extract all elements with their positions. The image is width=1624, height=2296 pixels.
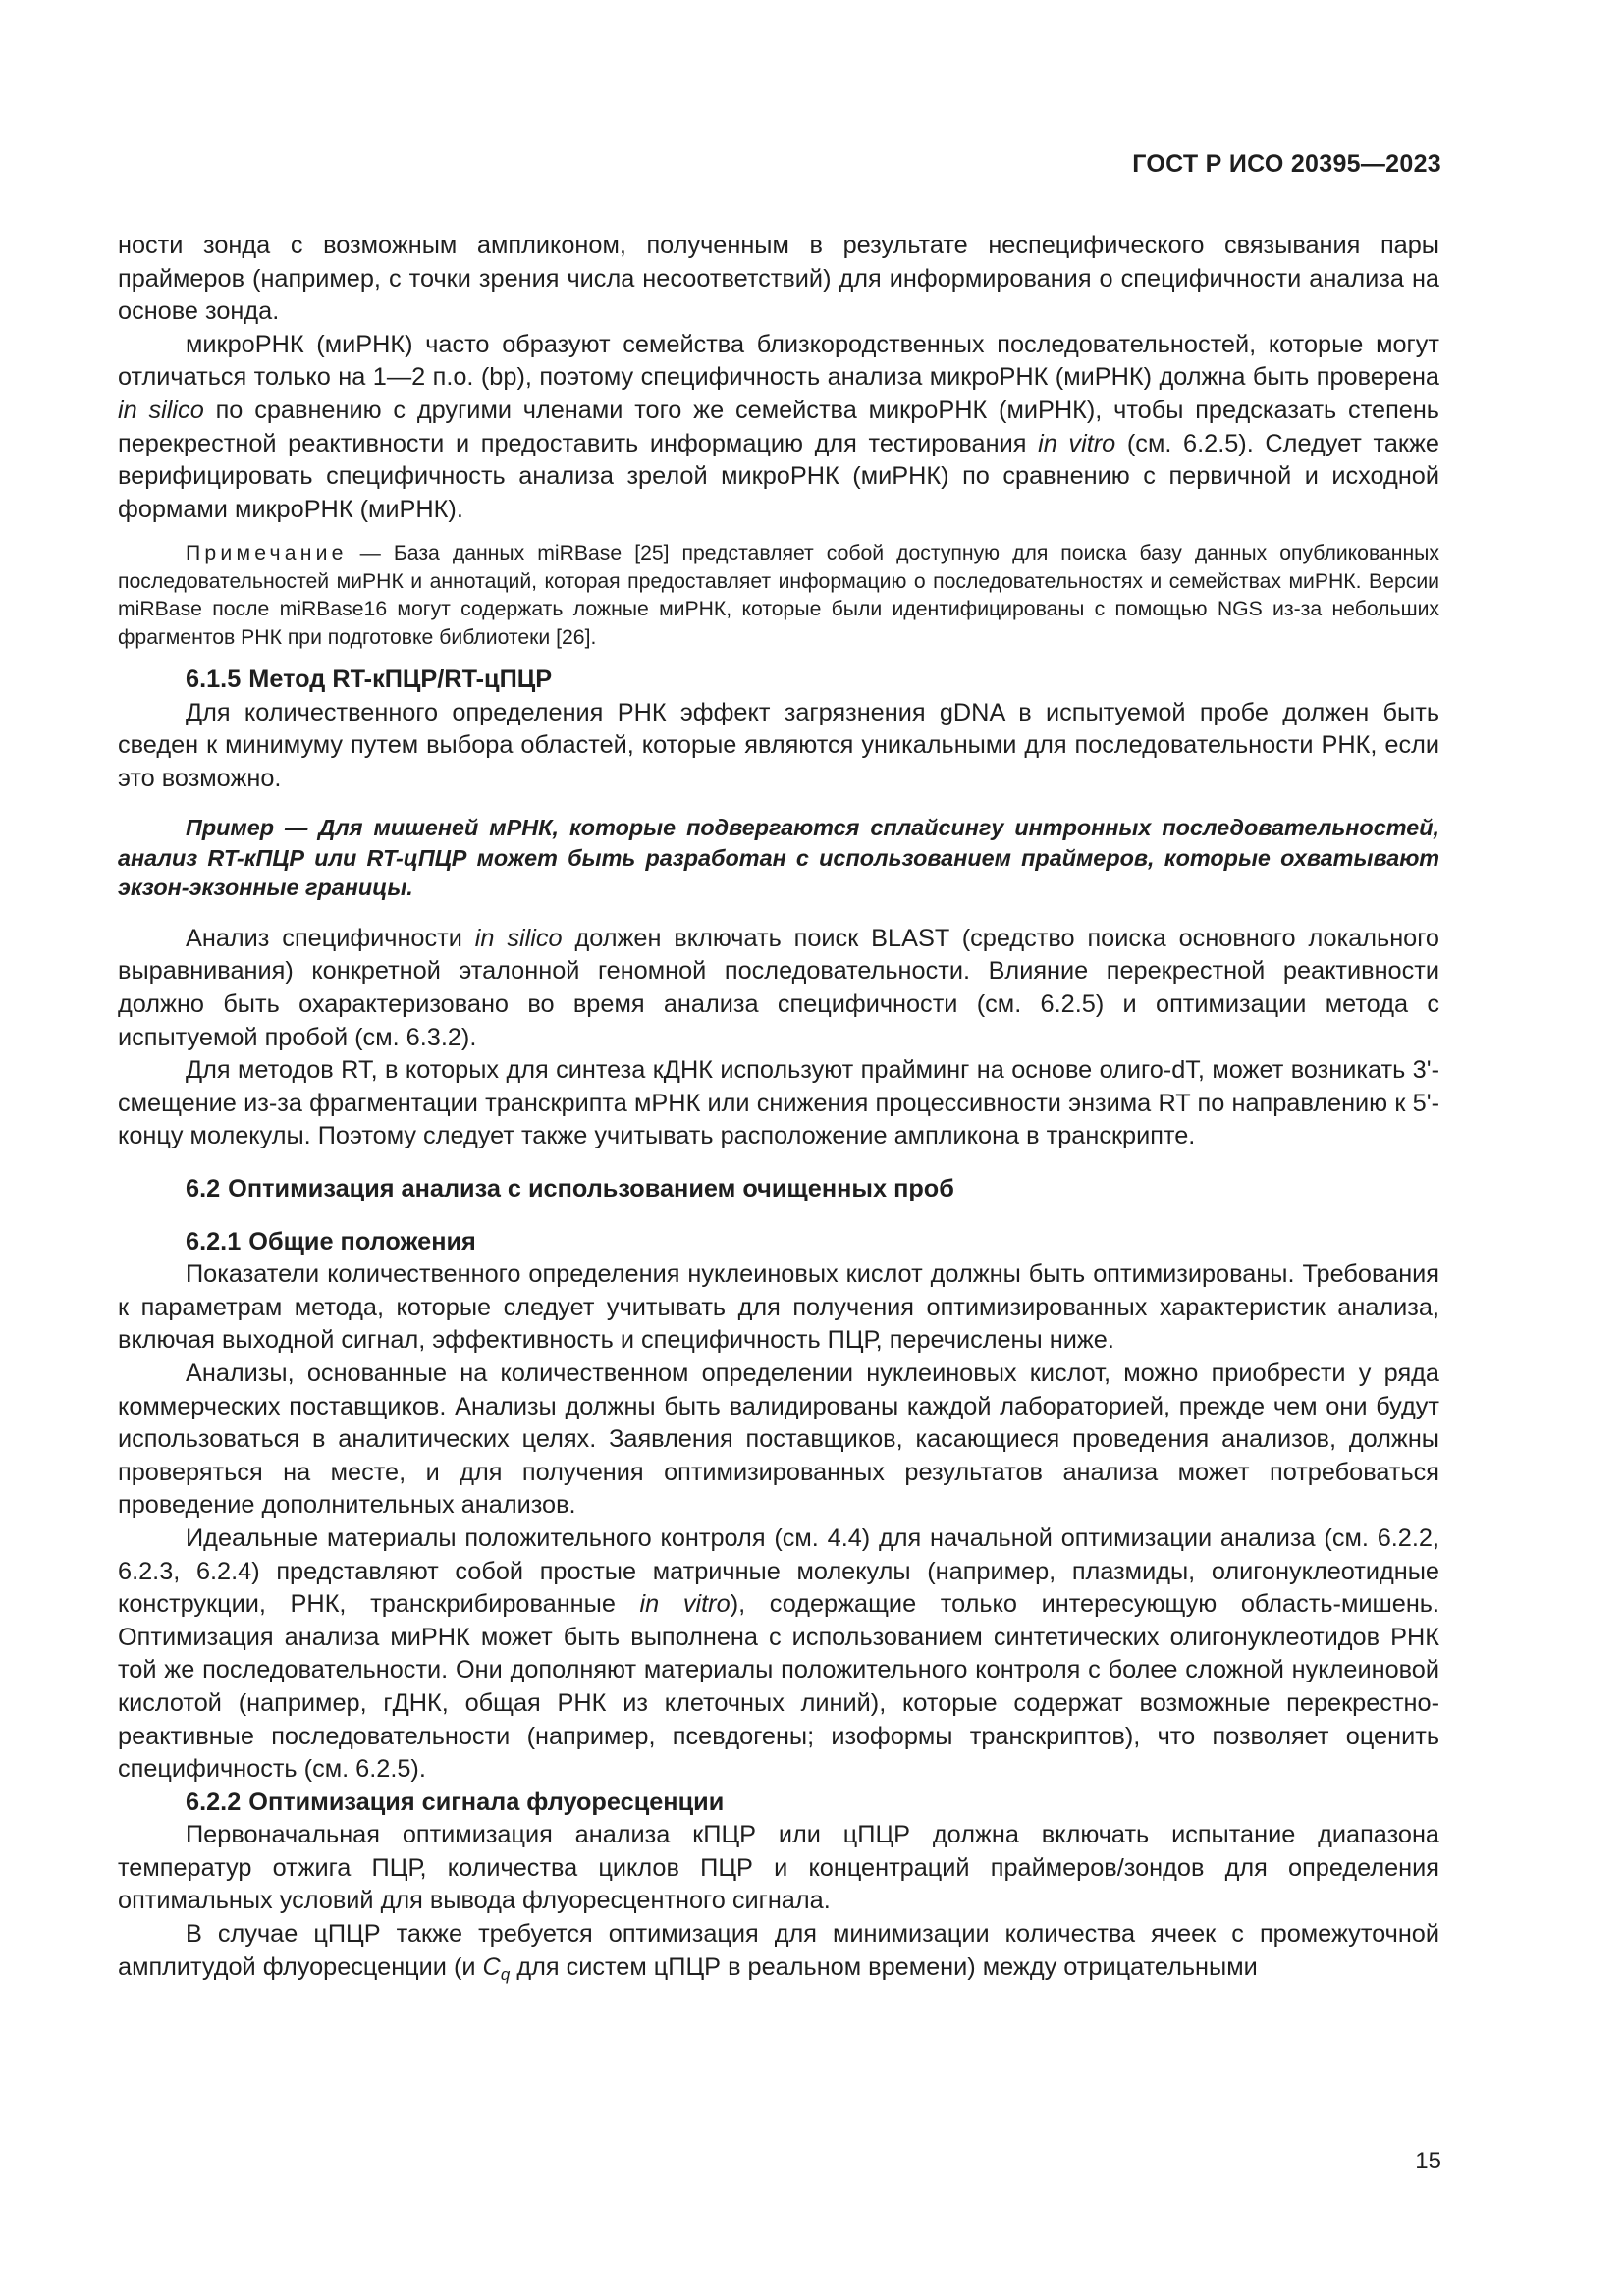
paragraph-gdna: Для количественного определения РНК эффект загрязнения gDNA в испытуемой пробе должен быть сведен к минимуму путем выбора областей, которые являются уникальными для последовательности РНК, если это возможно. <box>118 698 1439 792</box>
section-heading-6-2-1: 6.2.1 Общие положения <box>186 1227 476 1255</box>
page-body <box>118 230 1439 1984</box>
note-label: Примечание <box>186 542 348 565</box>
paragraph-blast: Анализ специфичности in silico должен включать поиск BLAST (средство поиска основного локального выравнивания) конкретной эталонной геномной последовательности. Влияние перекрестной реактивности должно быть охарактеризовано во время анализа специфичности (см. 6.2.5) и оптимизации метода с испытуемой пробой (см. 6.3.2). <box>118 924 1439 1051</box>
section-heading-6-2-2: 6.2.2 Оптимизация сигнала флуоресценции <box>186 1788 725 1816</box>
paragraph-commercial: Анализы, основанные на количественном определении нуклеиновых кислот, можно приобрести у ряда коммерческих поставщиков. Анализы должны быть валидированы каждой лабораторией, прежде чем они будут использоваться в аналитических целях. Заявления поставщиков, касающиеся проведения анализов, должны проверяться на месте, и для получения оптимизированных результатов анализа может потребоваться проведение дополнительных анализов. <box>118 1359 1439 1520</box>
paragraph-continuation: ности зонда с возможным ампликоном, полученным в результате неспецифического связывания пары праймеров (например, с точки зрения числа несоответствий) для информирования о специфичности анализа на основе зонда. <box>118 232 1439 326</box>
note-mirbase: Примечание — База данных miRBase [25] представляет собой доступную для поиска базу данных опубликованных последовательностей миРНК и аннотаций, которая предоставляет информацию о последовательностях и семействах миРНК. Версии miRBase после miRBase16 могут содержать ложные миРНК, которые были идентифицированы с помощью NGS из-за небольших фрагментов РНК при подготовке библиотеки [26]. <box>118 542 1439 649</box>
section-heading-6-2: 6.2 Оптимизация анализа с использованием очищенных проб <box>186 1175 954 1202</box>
paragraph-positive-control: Идеальные материалы положительного контроля (см. 4.4) для начальной оптимизации анализа (см. 6.2.2, 6.2.3, 6.2.4) представляют собой простые матричные молекулы (например, плазмиды, олигонуклеотидные конструкции, РНК, транскрибированные in vitro), содержащие только интересующую область-мишень. Оптимизация анализа миРНК может быть выполнена с использованием синтетических олигонуклеотидов РНК той же последовательности. Они дополняют материалы положительного контроля с более сложной нуклеиновой кислотой (например, гДНК, общая РНК из клеточных линий), которые содержат возможные перекрестно-реактивные последовательности (например, псевдогены; изоформы транскриптов), что позволяет оценить специфичность (см. 6.2.5). <box>118 1523 1440 1784</box>
page-number: 15 <box>1415 2148 1441 2174</box>
paragraph-oligo-dt: Для методов RT, в которых для синтеза кДНК используют прайминг на основе олиго-dT, может возникать 3'-смещение из-за фрагментации транскрипта мРНК или снижения процессивности энзима RT по направлению к 5'-концу молекулы. Поэтому следует также учитывать расположение ампликона в транскрипте. <box>118 1056 1439 1150</box>
document-code: ГОСТ Р ИСО 20395—2023 <box>1132 150 1441 178</box>
paragraph-dpcr: В случае цПЦР также требуется оптимизация для минимизации количества ячеек с промежуточной амплитудой флуоресценции (и $C_q$ для систем цПЦР в реальном времени) между отрицательными <box>118 1920 1439 1984</box>
paragraph-mirna-families: микроРНК (миРНК) часто образуют семейства близкородственных последовательностей, которые могут отличаться только на 1—2 п.о. (bp), поэтому специфичность анализа микроРНК (миРНК) должна быть проверена in silico по сравнению с другими членами того же семейства микроРНК (миРНК), чтобы предсказать степень перекрестной реактивности и предоставить информацию для тестирования in vitro (см. 6.2.5). Следует также верифицировать специфичность анализа зрелой микроРНК (миРНК) по сравнению с первичной и исходной формами микроРНК (миРНК). <box>118 330 1439 523</box>
section-heading-6-1-5: 6.1.5 Метод RT-кПЦР/RT-цПЦР <box>186 665 553 693</box>
example-mrna: Пример — Для мишеней мРНК, которые подвергаются сплайсингу интронных последовательностей, анализ RT-кПЦР или RT-цПЦР может быть разработан с использованием праймеров, которые охватывают экзон-экзонные границы. <box>118 815 1439 901</box>
paragraph-optimization: Показатели количественного определения нуклеиновых кислот должны быть оптимизированы. Требования к параметрам метода, которые следует учитывать для получения оптимизированных характеристик анализа, включая выходной сигнал, эффективность и специфичность ПЦР, перечислены ниже. <box>118 1260 1439 1355</box>
paragraph-fluorescence: Первоначальная оптимизация анализа кПЦР или цПЦР должна включать испытание диапазона температур отжига ПЦР, количества циклов ПЦР и концентраций праймеров/зондов для определения оптимальных условий для вывода флуоресцентного сигнала. <box>118 1821 1439 1915</box>
